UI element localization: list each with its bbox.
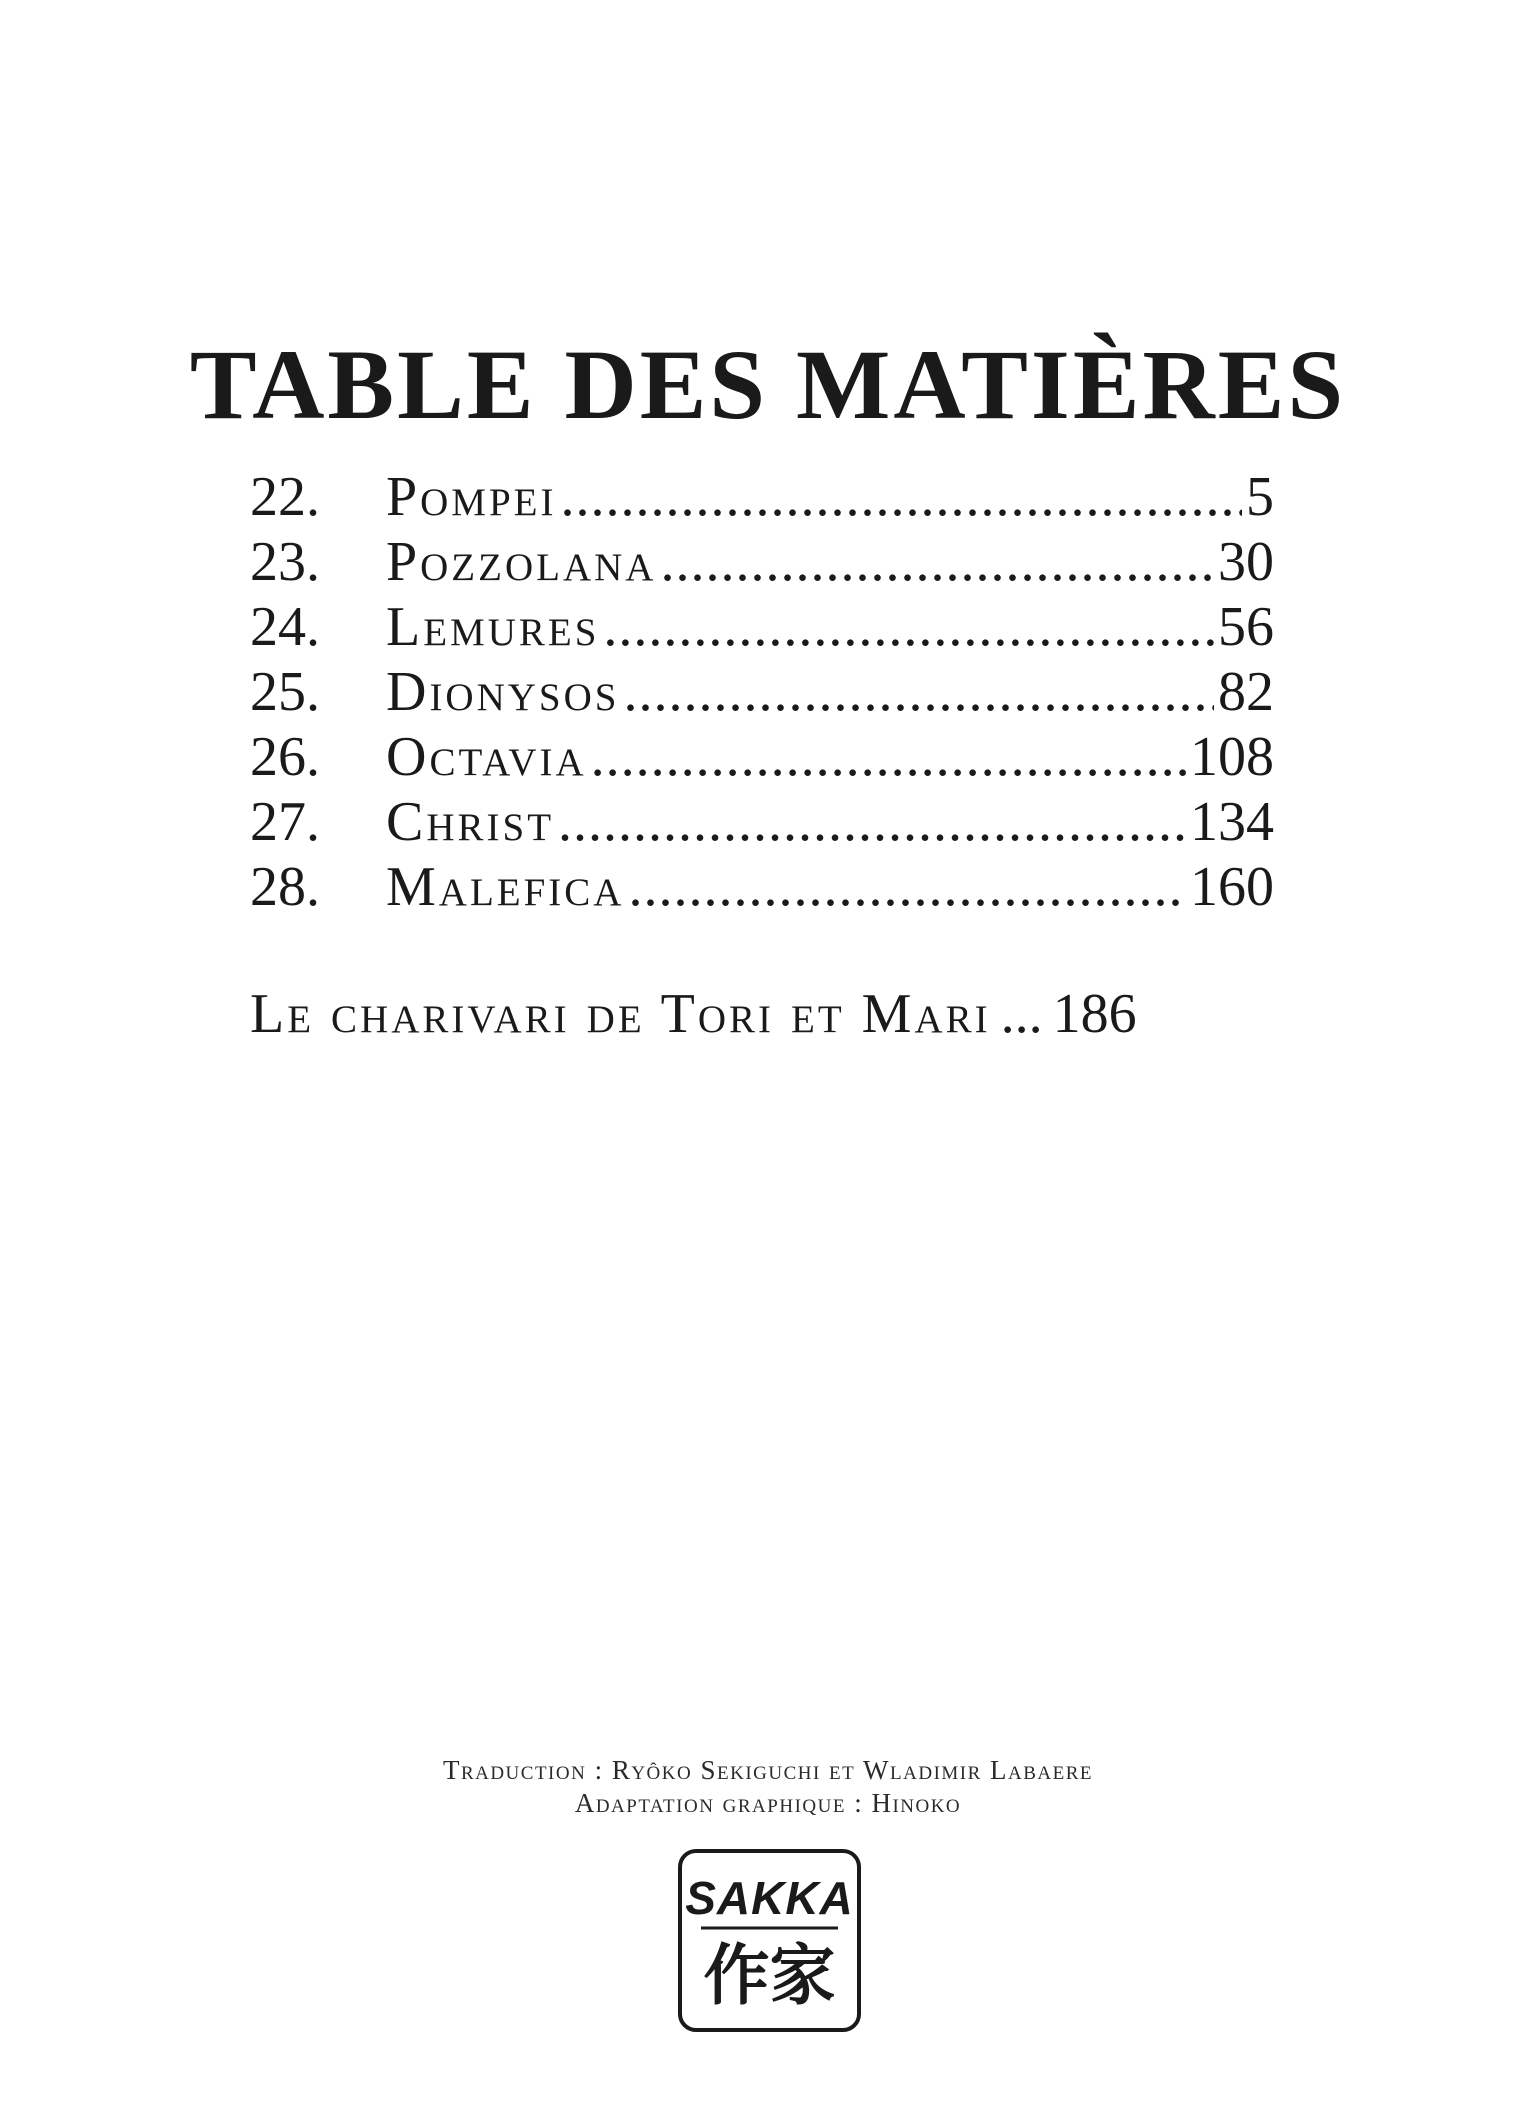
toc-entry-number: 27.	[250, 791, 320, 853]
toc-entry-page: 82	[1218, 661, 1274, 723]
toc-entry-leader	[591, 725, 1186, 790]
toc-entry-title: Christ	[386, 791, 555, 853]
toc-extra-page: 186	[1052, 983, 1137, 1045]
logo-latin: SAKKA	[685, 1872, 854, 1924]
toc-entry-number: 28.	[250, 856, 320, 918]
logo-kanji: 作家	[703, 1937, 836, 2014]
toc-entry-title: Pompei	[386, 466, 557, 528]
toc-entry-leader	[660, 530, 1214, 595]
toc-entry	[250, 660, 1274, 725]
toc-entry-number: 23.	[250, 531, 320, 593]
toc-list	[250, 465, 1274, 920]
credits	[0, 1754, 1536, 1820]
publisher-logo	[677, 1848, 862, 2033]
toc-entry	[250, 465, 1274, 530]
toc-entry-page: 56	[1218, 596, 1274, 658]
toc-entry-page: 5	[1246, 466, 1274, 528]
toc-entry	[250, 855, 1274, 920]
toc-extra-title: Le charivari de Tori et Mari	[250, 983, 991, 1045]
toc-entry-leader	[603, 595, 1214, 660]
toc-entry-number: 25.	[250, 661, 320, 723]
credit-translation: Traduction : Ryôko Sekiguchi et Wladimir Labaere	[442, 1755, 1094, 1785]
toc-entry-page: 108	[1190, 726, 1274, 788]
toc-extra-leader: ...	[1000, 983, 1043, 1045]
toc-entry-leader	[561, 465, 1243, 530]
toc-entry-title: Pozzolana	[386, 531, 657, 593]
toc-entry-leader	[558, 790, 1186, 855]
toc-entry-page: 30	[1218, 531, 1274, 593]
toc-entry-number: 26.	[250, 726, 320, 788]
toc-entry-title: Malefica	[386, 856, 625, 918]
toc-entry-page: 134	[1190, 791, 1274, 853]
toc-entry	[250, 530, 1274, 595]
toc-entry	[250, 725, 1274, 790]
toc-entry	[250, 595, 1274, 660]
toc-entry	[250, 790, 1274, 855]
toc-entry-number: 22.	[250, 466, 320, 528]
publisher-logo-icon	[677, 1848, 862, 2033]
toc-extra-entry	[250, 982, 1274, 1047]
toc-entry-title: Octavia	[386, 726, 587, 788]
toc-entry-title: Lemures	[386, 596, 600, 658]
toc-entry-leader	[628, 855, 1186, 920]
toc-entry-title: Dionysos	[386, 661, 620, 723]
toc-entry-number: 24.	[250, 596, 320, 658]
page-title: TABLE DES MATIÈRES	[189, 329, 1347, 440]
toc-entry-leader	[623, 660, 1214, 725]
toc-entry-page: 160	[1190, 856, 1274, 918]
credit-adaptation: Adaptation graphique : Hinoko	[574, 1788, 962, 1818]
